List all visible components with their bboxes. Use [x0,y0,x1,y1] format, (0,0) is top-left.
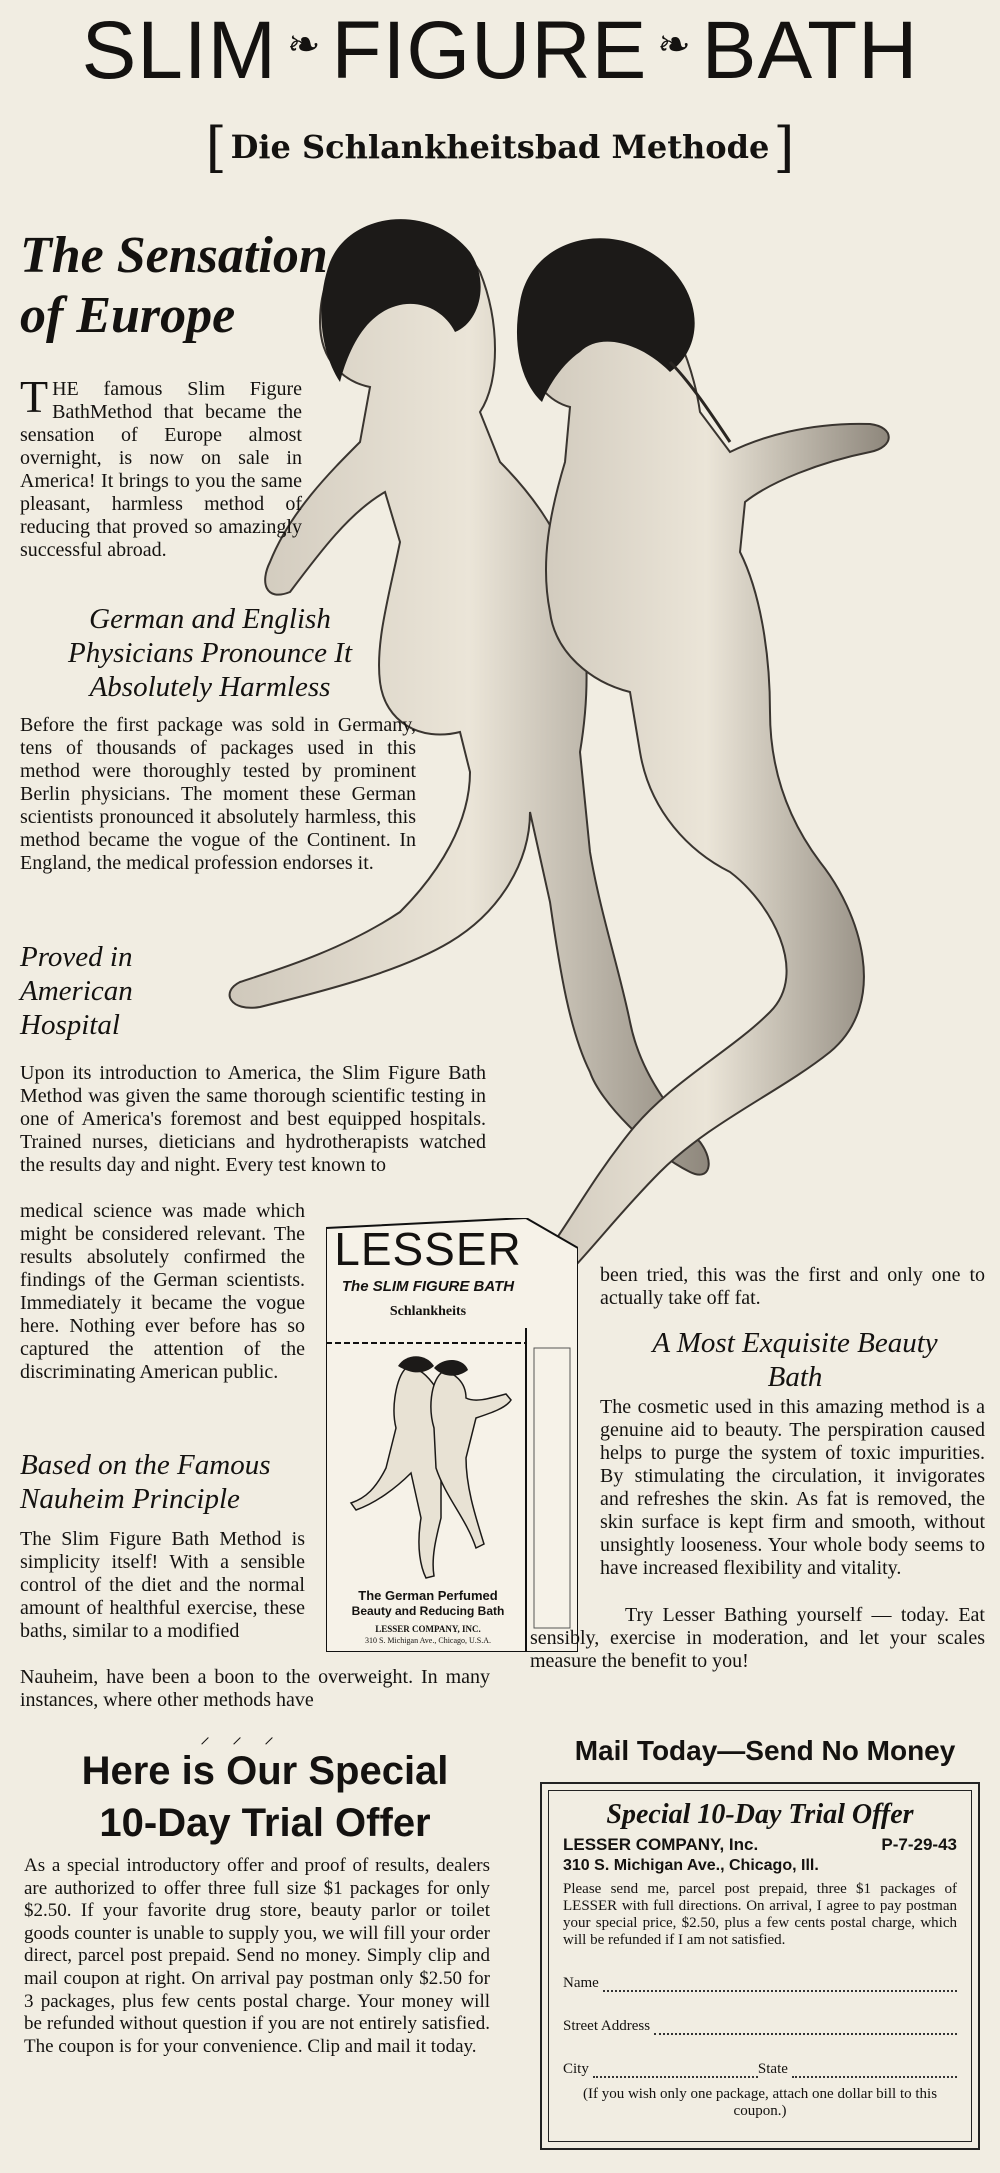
city-state-field[interactable] [563,2061,957,2078]
city-line[interactable] [593,2064,758,2078]
divider-ornament: ⸝⸝⸝ [200,1726,296,1748]
ornament-icon: ❧ [657,23,692,67]
intro-paragraph: THE famous Slim Figure BathMethod that became the sensation of Europe almost overnight, is now on sale in America! It brings to you the same pleasant, harmless method of reducing that proved so amazingly successful abroad. [20,371,302,561]
heading-nauheim: Based on the Famous Nauheim Principle [20,1449,271,1515]
left-bracket-icon: [ [205,116,227,179]
ornament-icon: ❧ [286,23,322,67]
city-label: City [563,2061,589,2077]
heading-hospital: Proved in American Hospital [20,941,133,1041]
offer-title-line2: 10-Day Trial Offer [99,1801,431,1845]
coupon-company: LESSER COMPANY, Inc. [563,1835,759,1854]
coupon-border [548,1790,972,2142]
name-line[interactable] [603,1978,957,1992]
headline [0,2,1000,100]
street-line[interactable] [654,2021,957,2035]
package-line5: LESSER COMPANY, INC. [375,1624,481,1634]
nauheim-paragraph-b: Nauheim, have been a boon to the overweight. In many instances, where other methods have [20,1666,490,1711]
heading-beauty: A Most Exquisite Beauty Bath [652,1327,938,1393]
mail-today-banner: Mail Today—Send No Money [574,1735,956,1766]
hospital-paragraph-a: Upon its introduction to America, the Slim Figure Bath Method was given the same thorough scientific testing in one of America's foremost and best equipped hospitals. Trained nurses, dieticians and hydrotherapists watched the results day and night. Every test known to [20,1062,486,1176]
package-line3: The German Perfumed [358,1588,498,1603]
coupon-message: Please send me, parcel post prepaid, three $1 packages of LESSER with full directions. On arrival, I agree to pay postman your special price, $2.50, plus a few cents postal charge, which will be refunded if I am not satisfied. [563,1881,957,1948]
coupon-note: (If you wish only one package, attach one dollar bill to this coupon.) [582,2086,938,2119]
package-line2: Schlankheits [389,1304,467,1319]
package-line1: The SLIM FIGURE BATH [341,1278,515,1295]
hospital-paragraph-b: medical science was made which might be considered relevant. The results absolutely confirmed the findings of the German scientists. Immediately it became the vogue here. Nothing ever before has so captured the attention of the discriminating American public. [20,1200,305,1383]
subheadline [0,116,1000,179]
beauty-paragraph: The cosmetic used in this amazing method is a genuine aid to beauty. The perspiration caused helps to purge the system of toxic impurities. By stimulating the circulation, it invigorates and refreshes the skin. As fat is removed, the skin surface is kept firm and smooth, without unsightly looseness. Your whole body seems to have increased flexibility and vitality. [600,1396,985,1579]
nauheim-paragraph-a: The Slim Figure Bath Method is simplicity itself! With a sensible control of the diet and the normal amount of healthful exercise, these baths, similar to a modified [20,1528,305,1642]
package-brand: LESSER [334,1223,522,1275]
coupon-code: P-7-29-43 [881,1835,957,1854]
physicians-paragraph: Before the first package was sold in Germany, tens of thousands of packages used in this method were thoroughly tested by prominent Berlin physicians. The moment these German scientists pronounced it absolutely harmless, this method became the vogue of the Continent. In England, the medical profession endorses it. [20,714,416,874]
street-label: Street Address [563,2018,651,2034]
coupon-address: 310 S. Michigan Ave., Chicago, Ill. [563,1857,819,1874]
name-label: Name [563,1975,599,1991]
state-line[interactable] [792,2064,957,2078]
coupon-company-row [563,1835,957,1855]
offer-title-line1: Here is Our Special [81,1749,449,1793]
name-field[interactable] [563,1975,957,1992]
order-coupon[interactable] [540,1782,980,2150]
headline-slim: SLIM [81,5,277,96]
package-line6: 310 S. Michigan Ave., Chicago, U.S.A. [364,1636,492,1645]
tried-paragraph: been tried, this was the first and only one to actually take off fat. [600,1264,985,1309]
coupon-title: Special 10-Day Trial Offer [606,1799,914,1830]
offer-paragraph: As a special introductory offer and proof of results, dealers are authorized to offer three full size $1 packages for only $2.50. If your favorite drug store, beauty parlor or toilet goods counter is unable to supply you, we will fill your order direct, parcel post prepaid. Send no money. Simply clip and mail coupon at right. On arrival pay postman only $2.50 for 3 packages, plus few cents postal charge. Your money will be refunded without question if you are not entirely satisfied. The coupon is for your convenience. Clip and mail it today. [24,1855,490,2057]
package-line4: Beauty and Reducing Bath [351,1604,505,1618]
state-label: State [757,2061,788,2077]
headline-figure: FIGURE [331,5,648,96]
product-package [326,1218,578,1652]
section-title-sensation: The Sensation of Europe [20,227,328,344]
right-bracket-icon: ] [773,116,795,179]
headline-bath: BATH [701,5,919,96]
try-paragraph: Try Lesser Bathing yourself — today. Eat sensibly, exercise in moderation, and let your scales measure the benefit to you! [530,1604,985,1672]
subheadline-text: Die Schlankheitsbad Methode [230,128,770,166]
street-field[interactable] [563,2018,957,2035]
heading-physicians: German and English Physicians Pronounce It Absolutely Harmless [67,603,353,703]
offer-title [20,1745,510,1849]
